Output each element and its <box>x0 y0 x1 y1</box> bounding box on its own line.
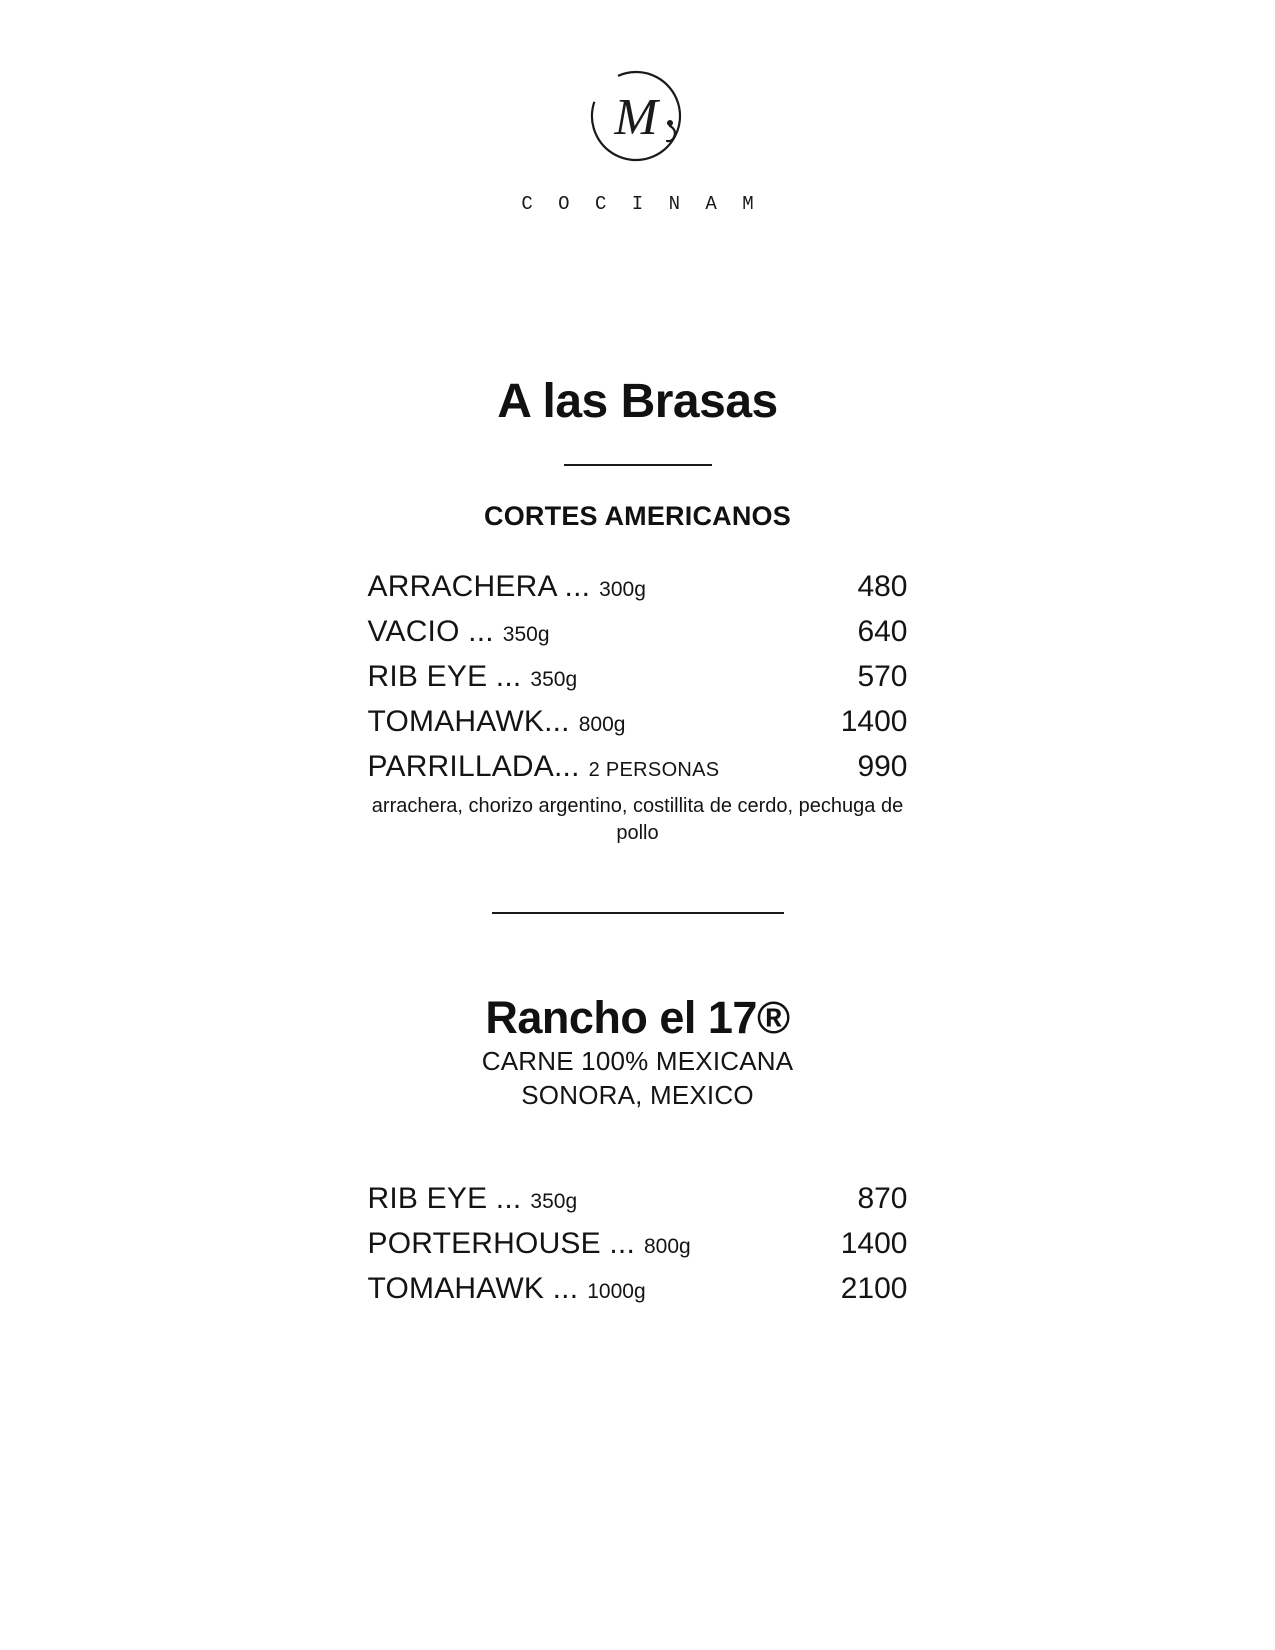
menu-item-row <box>368 1182 908 1216</box>
menu-item-price: 1400 <box>840 1227 908 1260</box>
menu-item-price: 480 <box>857 570 908 603</box>
menu-item-weight: 350g <box>502 623 550 646</box>
menu-list-rancho-el-17 <box>368 1182 908 1317</box>
menu-item-name: RIB EYE ... <box>367 660 522 693</box>
menu-item-weight: 300g <box>599 578 646 601</box>
menu-item-description: arrachera, chorizo argentino, costillita de cerdo, pechuga de pollo <box>371 795 904 844</box>
menu-item-row <box>368 1227 908 1261</box>
cocina-m-monogram-icon <box>578 60 698 180</box>
menu-item-price: 990 <box>857 750 908 783</box>
menu-item-price: 570 <box>857 660 908 693</box>
brand-origin-line-1: CARNE 100% MEXICANA <box>481 1046 794 1076</box>
divider-long <box>492 912 784 914</box>
menu-item-name: TOMAHAWK ... <box>367 1272 579 1305</box>
menu-item-row <box>368 705 908 739</box>
svg-text:M: M <box>613 89 658 146</box>
menu-item-row <box>368 615 908 649</box>
menu-item-row <box>368 750 908 784</box>
menu-item-row <box>368 660 908 694</box>
menu-item-name: PORTERHOUSE ... <box>367 1227 635 1260</box>
menu-item-name: VACIO ... <box>367 615 494 648</box>
menu-item-weight: 800g <box>644 1235 691 1258</box>
menu-item-name: PARRILLADA... <box>367 750 580 783</box>
menu-item-price: 640 <box>857 615 908 648</box>
brand-wordmark: C O C I N A M <box>521 193 761 215</box>
menu-item-price: 1400 <box>840 705 908 738</box>
menu-list-cortes-americanos <box>368 570 908 853</box>
page-title: A las Brasas <box>497 375 778 428</box>
menu-item-weight: 350g <box>530 668 578 691</box>
subsection-title: CORTES AMERICANOS <box>484 501 791 531</box>
menu-item-name: RIB EYE ... <box>367 1182 522 1215</box>
menu-item-row <box>368 570 908 604</box>
brand-origin <box>0 1044 1275 1113</box>
brand-logo <box>0 60 1275 215</box>
brand-title: Rancho el 17® <box>485 992 790 1043</box>
menu-item-name: ARRACHERA ... <box>367 570 591 603</box>
divider-short <box>564 464 712 466</box>
menu-item-price: 2100 <box>840 1272 908 1305</box>
menu-item-price: 870 <box>857 1182 908 1215</box>
menu-item-serving: 2 PERSONAS <box>588 759 720 781</box>
menu-item-row <box>368 1272 908 1306</box>
menu-item-name: TOMAHAWK... <box>367 705 570 738</box>
menu-item-weight: 1000g <box>587 1280 646 1303</box>
menu-item-weight: 800g <box>578 713 626 736</box>
menu-item-weight: 350g <box>530 1190 578 1213</box>
brand-origin-line-2: SONORA, MEXICO <box>521 1080 754 1111</box>
